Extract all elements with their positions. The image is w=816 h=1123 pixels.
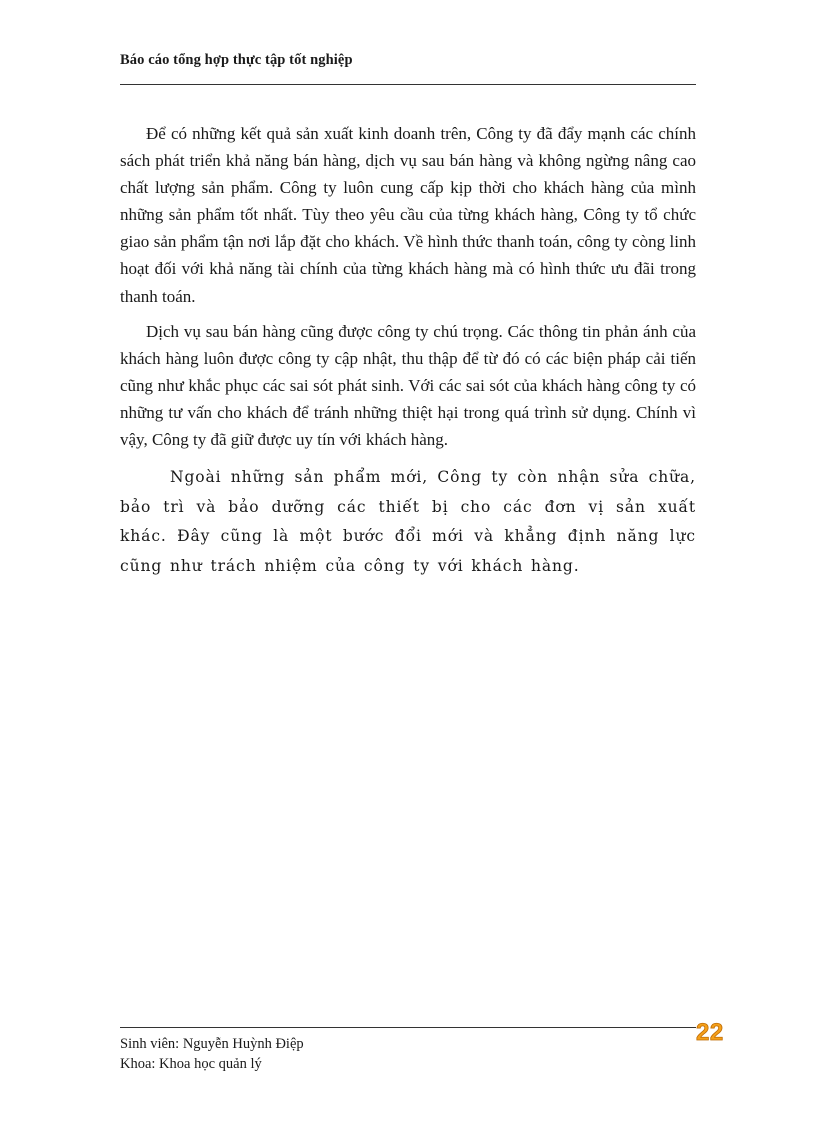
faculty-name: Khoa: Khoa học quản lý: [120, 1056, 262, 1072]
paragraph-maintenance-services: Ngoài những sản phẩm mới, Công ty còn nhận sửa chữa, bảo trì và bảo dưỡng các thiết bị cho các đơn vị sản xuất khác. Đây cũng là một bước đổi mới và khẳng định năng lực cũng như trách nhiệm của công ty với khách hàng.: [120, 468, 696, 575]
report-title: Báo cáo tổng hợp thực tập tốt nghiệp: [120, 52, 353, 68]
paragraph-after-sales-service: Dịch vụ sau bán hàng cũng được công ty chú trọng. Các thông tin phản ánh của khách hàng luôn được công ty cập nhật, thu thập để từ đó có các biện pháp cải tiến cũng như khắc phục các sai sót phát sinh. Với các sai sót của khách hàng công ty có những tư vấn cho khách để tránh những thiệt hại trong quá trình sử dụng. Chính vì vậy, Công ty đã giữ được uy tín với khách hàng.: [120, 321, 696, 450]
header-divider: [120, 84, 696, 85]
page-number: 22: [696, 1019, 724, 1046]
paragraph-sales-policy: Để có những kết quả sản xuất kinh doanh trên, Công ty đã đẩy mạnh các chính sách phát triển khả năng bán hàng, dịch vụ sau bán hàng và không ngừng nâng cao chất lượng sản phẩm. Công ty luôn cung cấp kịp thời cho khách hàng của mình những sản phẩm tốt nhất. Tùy theo yêu cầu của từng khách hàng, Công ty tổ chức giao sản phẩm tận nơi lắp đặt cho khách. Về hình thức thanh toán, công ty còng linh hoạt đối với khả năng tài chính của từng khách hàng mà có hình thức ưu đãi trong thanh toán.: [120, 124, 696, 306]
footer-divider: [120, 1027, 696, 1028]
student-name: Sinh viên: Nguyễn Huỳnh Điệp: [120, 1036, 304, 1052]
main-content: [120, 120, 696, 589]
